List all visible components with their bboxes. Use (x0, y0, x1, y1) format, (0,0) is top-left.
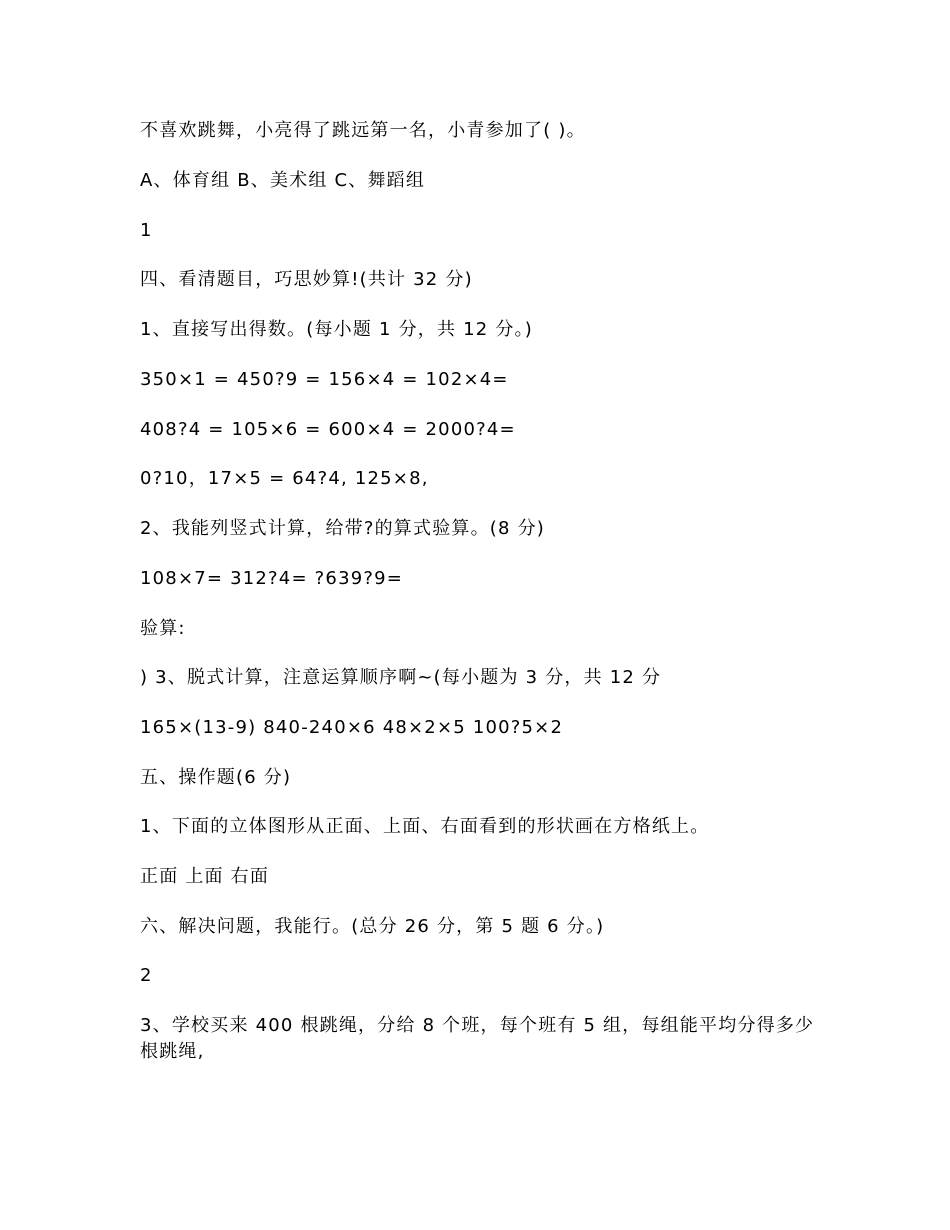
section-heading-four: 四、看清题目，巧思妙算!(共计 32 分) (140, 269, 473, 290)
text-line-verification: 验算: (140, 618, 186, 639)
text-line-views: 正面 上面 右面 (140, 866, 270, 887)
text-line-options: A、体育组 B、美术组 C、舞蹈组 (140, 170, 426, 191)
section-heading-six: 六、解决问题，我能行。(总分 26 分，第 5 题 6 分。) (140, 916, 605, 937)
text-line-direct-answer: 1、直接写出得数。(每小题 1 分，共 12 分。) (140, 319, 533, 340)
section-heading-five: 五、操作题(6 分) (140, 767, 292, 788)
text-line-page-number: 1 (140, 220, 153, 241)
text-line-vertical-calc: 2、我能列竖式计算，给带?的算式验算。(8 分) (140, 518, 546, 539)
text-line-equations-4: 108×7= 312?4= ?639?9= (140, 568, 404, 589)
text-line-drawing-task: 1、下面的立体图形从正面、上面、右面看到的形状画在方格纸上。 (140, 816, 710, 837)
text-line-step-calc: ) 3、脱式计算，注意运算顺序啊~(每小题为 3 分，共 12 分 (140, 667, 662, 688)
text-line-equations-2: 408?4 = 105×6 = 600×4 = 2000?4= (140, 419, 516, 440)
text-line-question-choice: 不喜欢跳舞，小亮得了跳远第一名，小青参加了( )。 (140, 120, 586, 141)
text-line-page-number-2: 2 (140, 965, 153, 986)
text-line-expressions: 165×(13-9) 840-240×6 48×2×5 100?5×2 (140, 717, 564, 738)
text-line-word-problem: 3、学校买来 400 根跳绳，分给 8 个班，每个班有 5 组，每组能平均分得多少根跳绳, (140, 1015, 815, 1062)
text-line-equations-1: 350×1 = 450?9 = 156×4 = 102×4= (140, 369, 509, 390)
text-line-equations-3: 0?10，17×5 = 64?4, 125×8, (140, 468, 429, 489)
